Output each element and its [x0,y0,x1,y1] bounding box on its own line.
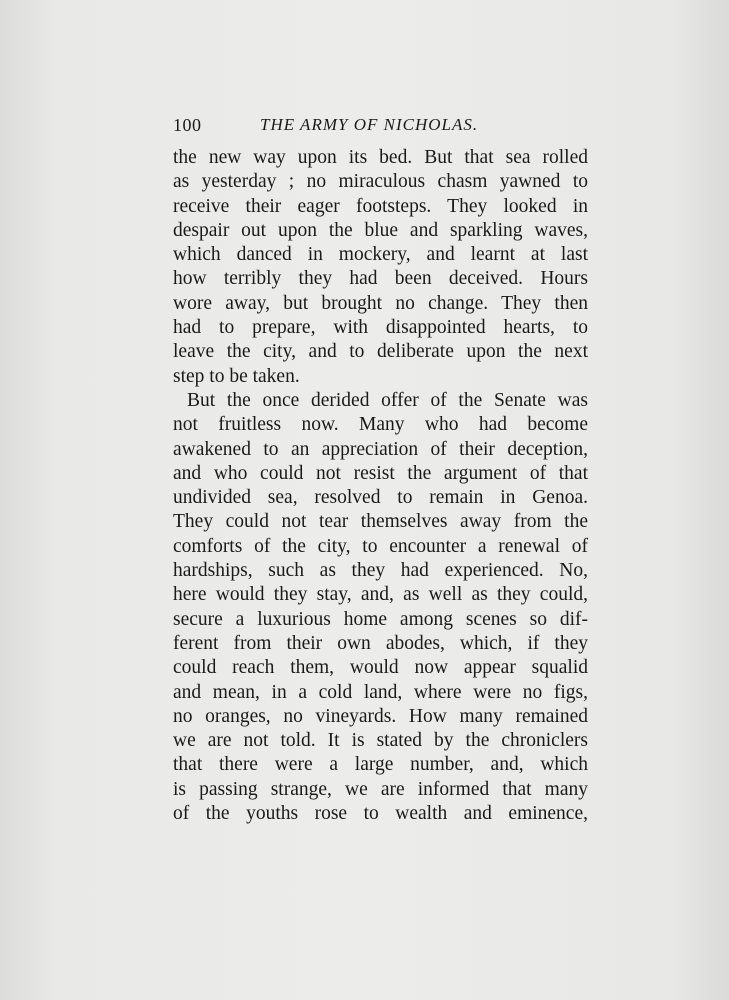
text-line: could reach them, would now appear squalid [173,657,588,679]
text-line: receive their eager footsteps. They looked in [173,195,588,217]
text-line: They could not tear themselves away from the [173,511,588,533]
text-line: undivided sea, resolved to remain in Genoa. [173,487,588,509]
text-line: we are not told. It is stated by the chroniclers [173,730,588,752]
text-line: and mean, in a cold land, where were no figs, [173,681,588,703]
text-line: leave the city, and to deliberate upon the next [173,341,588,363]
text-line: comforts of the city, to encounter a renewal of [173,535,588,557]
text-line: hardships, such as they had experienced. No, [173,560,588,582]
text-line: wore away, but brought no change. They then [173,292,588,314]
paragraph-start-line: But the once derided offer of the Senate was [187,389,588,411]
text-line: how terribly they had been deceived. Hours [173,268,588,290]
text-line: which danced in mockery, and learnt at last [173,244,588,266]
text-line: the new way upon its bed. But that sea rolled [173,147,588,168]
text-line: not fruitless now. Many who had become [173,414,588,436]
text-line: and who could not resist the argument of that [173,462,588,484]
text-line: awakened to an appreciation of their deception, [173,438,588,460]
text-line: no oranges, no vineyards. How many remained [173,705,588,727]
text-line: secure a luxurious home among scenes so dif- [173,608,588,630]
paragraph-end-line: step to be taken. [173,365,300,387]
text-line: had to prepare, with disappointed hearts, to [173,317,588,339]
running-title: THE ARMY OF NICHOLAS. [260,115,479,134]
text-line: ferent from their own abodes, which, if they [173,632,588,654]
text-line: despair out upon the blue and sparkling waves, [173,219,588,241]
text-line: that there were a large number, and, which [173,754,588,776]
body-text [173,146,588,826]
text-line: is passing strange, we are informed that many [173,778,588,800]
text-line: of the youths rose to wealth and eminence, [173,803,588,825]
running-head [173,112,593,138]
page-number: 100 [173,115,202,135]
text-line: here would they stay, and, as well as they could, [173,584,588,606]
text-line: as yesterday ; no miraculous chasm yawned to [173,171,588,193]
